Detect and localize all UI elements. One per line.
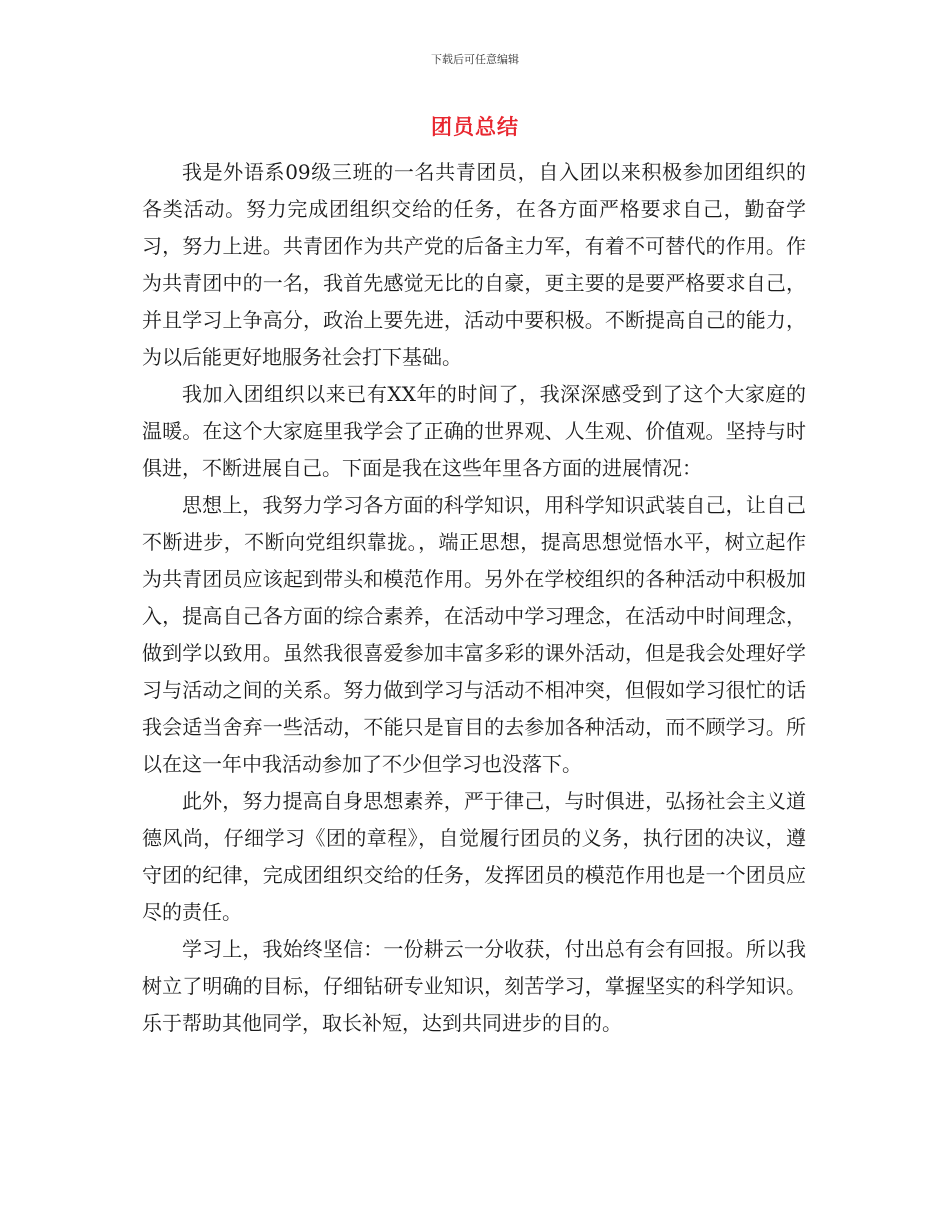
paragraph-3: 思想上，我努力学习各方面的科学知识，用科学知识武装自己，让自己不断进步，不断向党组织靠拢。，端正思想，提高思想觉悟水平，树立起作为共青团员应该起到带头和模范作用。另外在学校组织的各种活动中积极加入，提高自己各方面的综合素养，在活动中学习理念，在活动中时间理念，做到学以致用。虽然我很喜爱参加丰富多彩的课外活动，但是我会处理好学习与活动之间的关系。努力做到学习与活动不相冲突，但假如学习很忙的话我会适当舍弃一些活动，不能只是盲目的去参加各种活动，而不顾学习。所以在这一年中我活动参加了不少但学习也没落下。 xyxy=(142,493,806,776)
document-body xyxy=(142,154,806,1042)
paragraph-2: 我加入团组织以来已有XX年的时间了，我深深感受到了这个大家庭的温暖。在这个大家庭里我学会了正确的世界观、人生观、价值观。坚持与时俱进，不断进展自己。下面是我在这些年里各方面的进展情况： xyxy=(142,382,806,480)
document-title: 团员总结 xyxy=(431,115,519,139)
paragraph-5: 学习上，我始终坚信：一份耕云一分收获，付出总有会有回报。所以我树立了明确的目标，仔细钻研专业知识，刻苦学习，掌握坚实的科学知识。乐于帮助其他同学，取长补短，达到共同进步的目的。 xyxy=(142,937,806,1035)
paragraph-4: 此外，努力提高自身思想素养，严于律己，与时俱进，弘扬社会主义道德风尚，仔细学习《团的章程》，自觉履行团员的义务，执行团的决议，遵守团的纪律，完成团组织交给的任务，发挥团员的模范作用也是一个团员应尽的责任。 xyxy=(142,789,806,924)
paragraph-1: 我是外语系09级三班的一名共青团员，自入团以来积极参加团组织的各类活动。努力完成团组织交给的任务，在各方面严格要求自己，勤奋学习，努力上进。共青团作为共产党的后备主力军，有着不可替代的作用。作为共青团中的一名，我首先感觉无比的自豪，更主要的是要严格要求自己，并且学习上争高分，政治上要先进，活动中要积极。不断提高自己的能力，为以后能更好地服务社会打下基础。 xyxy=(142,160,806,369)
header-note: 下载后可任意编辑 xyxy=(431,53,519,66)
